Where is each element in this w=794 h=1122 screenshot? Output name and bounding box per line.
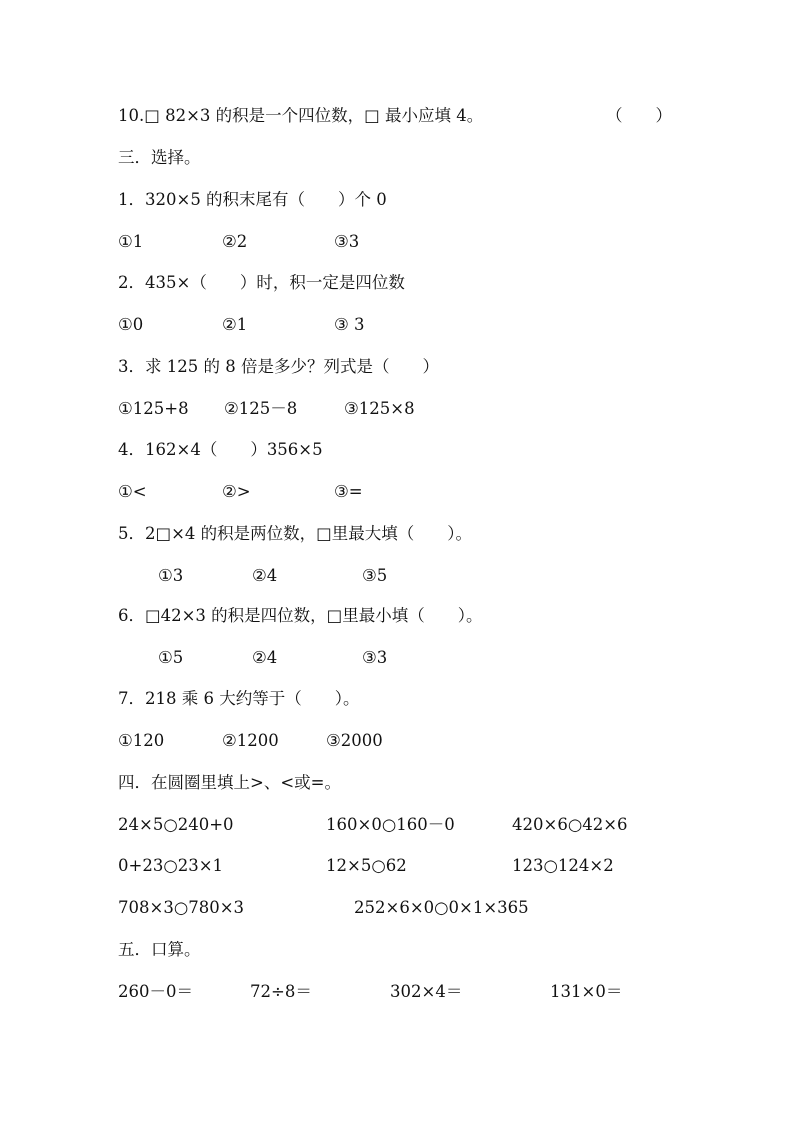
question-2-option-1[interactable]: ①0 <box>118 315 144 334</box>
question-1-option-2[interactable]: ②2 <box>222 232 248 251</box>
question-5-option-2[interactable]: ②4 <box>252 566 278 585</box>
compare-item[interactable]: 12×5○62 <box>326 856 407 875</box>
section-4-title: 四．在圆圈里填上>、<或=。 <box>118 773 341 792</box>
question-10-answer-paren[interactable]: （ ） <box>606 106 672 125</box>
question-1-option-1[interactable]: ①1 <box>118 232 144 251</box>
question-4-option-1[interactable]: ①< <box>118 482 147 501</box>
question-3-option-1[interactable]: ①125+8 <box>118 399 189 418</box>
question-7-option-2[interactable]: ②1200 <box>222 731 279 750</box>
section-3-title: 三．选择。 <box>118 148 201 167</box>
choice-question-2: 2．435×（ ）时，积一定是四位数 <box>118 273 405 292</box>
compare-item[interactable]: 0+23○23×1 <box>118 856 224 875</box>
compare-item[interactable]: 708×3○780×3 <box>118 898 245 917</box>
question-4-option-3[interactable]: ③= <box>334 482 363 501</box>
question-4-option-2[interactable]: ②> <box>222 482 251 501</box>
section-5-title: 五．口算。 <box>118 940 201 959</box>
question-1-option-3[interactable]: ③3 <box>334 232 360 251</box>
question-3-option-2[interactable]: ②125－8 <box>224 399 298 418</box>
question-10-text: 10.□ 82×3 的积是一个四位数，□ 最小应填 4。 <box>118 106 484 125</box>
question-5-option-3[interactable]: ③5 <box>362 566 388 585</box>
choice-question-4: 4．162×4（ ）356×5 <box>118 440 323 459</box>
question-2-option-3[interactable]: ③ 3 <box>334 315 365 334</box>
compare-item[interactable]: 123○124×2 <box>512 856 614 875</box>
mental-math-item[interactable]: 131×0＝ <box>550 982 623 1001</box>
question-6-option-1[interactable]: ①5 <box>158 648 184 667</box>
question-7-option-1[interactable]: ①120 <box>118 731 165 750</box>
choice-question-7: 7．218 乘 6 大约等于（ ）。 <box>118 689 360 708</box>
choice-question-6: 6．□42×3 的积是四位数，□里最小填（ ）。 <box>118 606 483 625</box>
compare-item[interactable]: 24×5○240+0 <box>118 815 234 834</box>
question-3-option-3[interactable]: ③125×8 <box>344 399 415 418</box>
choice-question-5: 5．2□×4 的积是两位数，□里最大填（ ）。 <box>118 524 472 543</box>
question-7-option-3[interactable]: ③2000 <box>326 731 383 750</box>
compare-item[interactable]: 160×0○160－0 <box>326 815 455 834</box>
mental-math-item[interactable]: 72÷8＝ <box>250 982 312 1001</box>
question-6-option-3[interactable]: ③3 <box>362 648 388 667</box>
choice-question-3: 3．求 125 的 8 倍是多少？列式是（ ） <box>118 357 439 376</box>
choice-question-1: 1．320×5 的积末尾有（ ）个 0 <box>118 190 387 209</box>
mental-math-item[interactable]: 260－0＝ <box>118 982 193 1001</box>
question-2-option-2[interactable]: ②1 <box>222 315 248 334</box>
mental-math-item[interactable]: 302×4＝ <box>390 982 463 1001</box>
question-6-option-2[interactable]: ②4 <box>252 648 278 667</box>
question-5-option-1[interactable]: ①3 <box>158 566 184 585</box>
compare-item[interactable]: 252×6×0○0×1×365 <box>354 898 529 917</box>
compare-item[interactable]: 420×6○42×6 <box>512 815 628 834</box>
